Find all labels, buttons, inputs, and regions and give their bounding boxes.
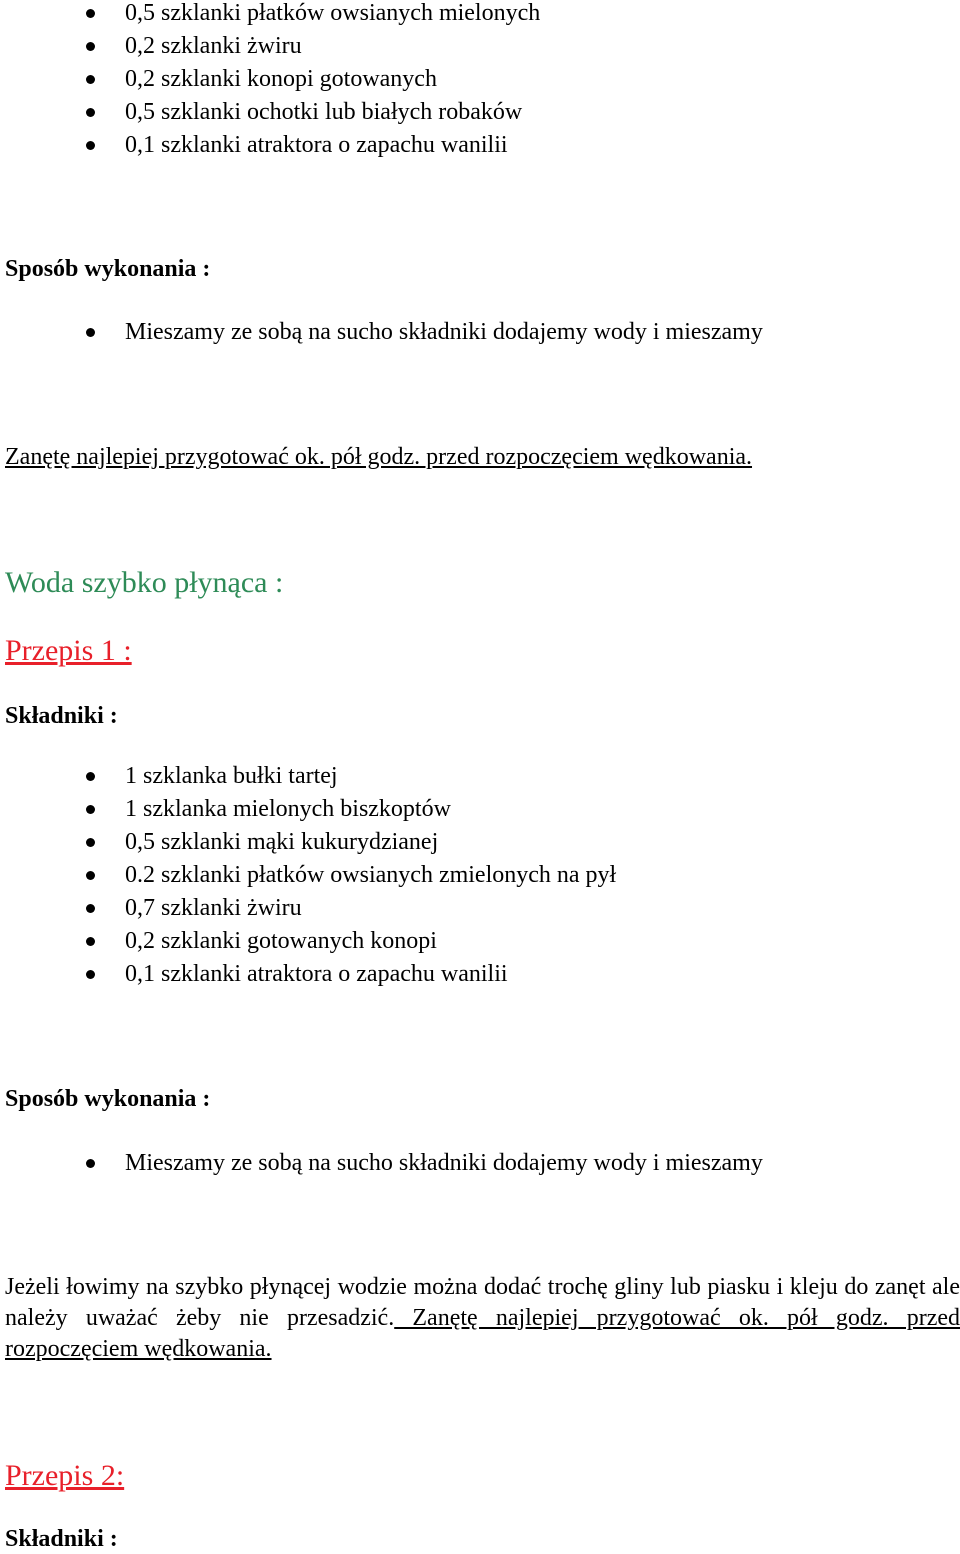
list-item: [0, 925, 616, 958]
bullet-icon: [86, 328, 95, 337]
list-item: [0, 760, 616, 793]
method-list: [0, 316, 763, 349]
method-heading: Sposób wykonania :: [5, 1086, 211, 1112]
ingredients-heading: Składniki :: [5, 703, 118, 729]
list-item-text: 0,2 szklanki gotowanych konopi: [125, 928, 437, 954]
ingredient-list-a: [0, 0, 540, 162]
list-item-text: 1 szklanka bułki tartej: [125, 763, 338, 789]
bullet-icon: [86, 75, 95, 84]
list-item: [0, 1147, 763, 1180]
recipe-note: [5, 1272, 960, 1365]
bullet-icon: [86, 904, 95, 913]
recipe-note-underlined: Zanętę najlepiej przygotować ok. pół godz. przed rozpoczęciem wędkowania.: [5, 1305, 960, 1362]
list-item-text: 0,7 szklanki żwiru: [125, 895, 302, 921]
ingredients-heading: Składniki :: [5, 1526, 118, 1552]
recipe-title: Przepis 1 :: [5, 634, 132, 667]
bullet-icon: [86, 838, 95, 847]
list-item: [0, 892, 616, 925]
section-heading: Woda szybko płynąca :: [5, 566, 284, 599]
list-item-text: 0,2 szklanki żwiru: [125, 33, 302, 59]
list-item-text: 0.2 szklanki płatków owsianych zmielonych na pył: [125, 862, 617, 888]
recipe-title: Przepis 2:: [5, 1459, 125, 1492]
list-item-text: 0,2 szklanki konopi gotowanych: [125, 66, 437, 92]
bullet-icon: [86, 42, 95, 51]
list-item: [0, 958, 616, 991]
bullet-icon: [86, 937, 95, 946]
bullet-icon: [86, 772, 95, 781]
list-item-text: Mieszamy ze sobą na sucho składniki dodajemy wody i mieszamy: [125, 319, 763, 345]
method-heading: Sposób wykonania :: [5, 256, 211, 282]
list-item-text: 0,1 szklanki atraktora o zapachu wanilii: [125, 132, 508, 158]
list-item-text: 0,1 szklanki atraktora o zapachu wanilii: [125, 961, 508, 987]
list-item: [0, 63, 540, 96]
list-item-text: Mieszamy ze sobą na sucho składniki dodajemy wody i mieszamy: [125, 1150, 763, 1176]
list-item: [0, 30, 540, 63]
list-item-text: 0,5 szklanki płatków owsianych mielonych: [125, 0, 541, 26]
method-list: [0, 1147, 763, 1180]
list-item: [0, 793, 616, 826]
bullet-icon: [86, 1159, 95, 1168]
bullet-icon: [86, 108, 95, 117]
list-item: [0, 316, 763, 349]
list-item: [0, 129, 540, 162]
bullet-icon: [86, 970, 95, 979]
list-item: [0, 0, 540, 30]
bullet-icon: [86, 141, 95, 150]
bullet-icon: [86, 805, 95, 814]
list-item: [0, 826, 616, 859]
bullet-icon: [86, 871, 95, 880]
recipe-note-text: Jeżeli łowimy na szybko płynącej wodzie można dodać trochę gliny lub piasku i kleju do zanęt ale należy uważać żeby nie przesadzić.: [5, 1274, 960, 1331]
list-item-text: 1 szklanka mielonych biszkoptów: [125, 796, 451, 822]
list-item-text: 0,5 szklanki ochotki lub białych robaków: [125, 99, 523, 125]
list-item-text: 0,5 szklanki mąki kukurydzianej: [125, 829, 439, 855]
list-item: [0, 96, 540, 129]
preparation-note: Zanętę najlepiej przygotować ok. pół godz. przed rozpoczęciem wędkowania.: [5, 444, 753, 470]
bullet-icon: [86, 9, 95, 18]
list-item: [0, 859, 616, 892]
ingredient-list-recipe-1: [0, 760, 616, 991]
